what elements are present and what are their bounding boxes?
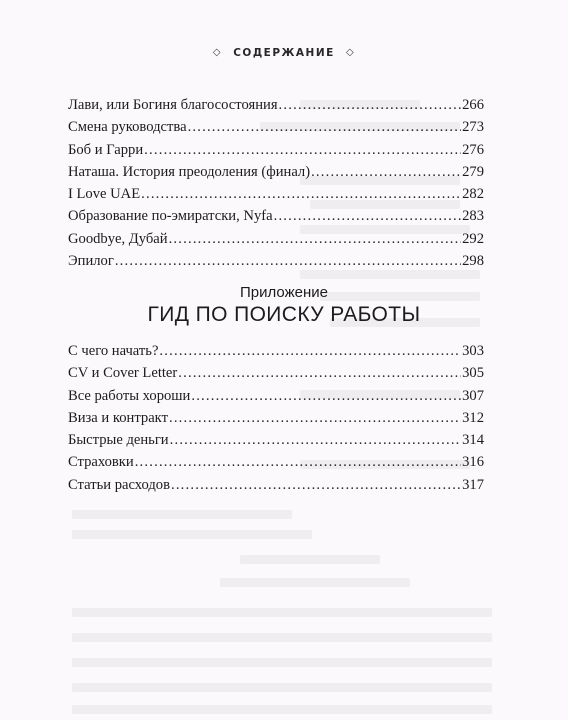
toc-entry[interactable] <box>68 407 484 429</box>
toc-entry-title: Боб и Гарри <box>68 141 144 158</box>
toc-entry[interactable] <box>68 228 484 250</box>
toc-entry[interactable] <box>68 250 484 272</box>
dot-leader <box>274 205 462 227</box>
toc-entry-page: 279 <box>462 163 484 180</box>
toc-entry[interactable] <box>68 451 484 473</box>
toc-main-list <box>68 94 484 272</box>
toc-entry[interactable] <box>68 116 484 138</box>
toc-entry-title: Образование по-эмиратски, Nyfa <box>68 208 273 225</box>
dot-leader <box>169 228 462 250</box>
appendix-label: Приложение <box>240 284 328 301</box>
toc-entry-title: Лави, или Богиня благосостояния <box>68 97 278 113</box>
toc-entry[interactable] <box>68 474 484 496</box>
toc-entry-title: Быстрые деньги <box>68 432 169 449</box>
dot-leader <box>178 362 461 384</box>
dot-leader <box>188 116 462 138</box>
diamond-ornament-right-icon: ◇ <box>345 47 356 58</box>
toc-entry-page: 305 <box>462 365 484 382</box>
toc-entry-title: Все работы хороши <box>68 387 191 404</box>
toc-entry-title: Эпилог <box>68 253 114 270</box>
toc-entry-page: 307 <box>462 387 484 404</box>
toc-entry[interactable] <box>68 340 484 362</box>
toc-entry-title: CV и Cover Letter <box>68 365 178 382</box>
toc-entry[interactable] <box>68 362 484 384</box>
toc-entry-title: I Love UAE <box>68 186 141 203</box>
toc-entry-page: 314 <box>462 432 484 449</box>
toc-entry-page: 282 <box>462 186 484 203</box>
toc-entry-title: Виза и контракт <box>68 409 168 426</box>
toc-entry-page: 276 <box>462 141 484 158</box>
toc-entry[interactable] <box>68 139 484 161</box>
toc-entry[interactable] <box>68 161 484 183</box>
toc-entry-title: С чего начать? <box>68 343 159 359</box>
dot-leader <box>279 94 462 116</box>
dot-leader <box>170 429 461 451</box>
dot-leader <box>191 385 461 407</box>
toc-appendix-list <box>68 340 484 496</box>
toc-entry-page: 292 <box>462 230 484 247</box>
toc-entry-title: Смена руководства <box>68 119 187 136</box>
toc-entry-page: 266 <box>462 97 484 113</box>
diamond-ornament-left-icon: ◇ <box>212 47 223 58</box>
dot-leader <box>311 161 461 183</box>
toc-entry-page: 273 <box>462 119 484 136</box>
dot-leader <box>144 139 461 161</box>
dot-leader <box>115 250 461 272</box>
appendix-title: ГИД ПО ПОИСКУ РАБОТЫ <box>147 303 421 326</box>
toc-entry-title: Страховки <box>68 454 134 471</box>
toc-entry-page: 283 <box>462 208 484 225</box>
toc-entry-page: 316 <box>462 454 484 471</box>
running-header <box>0 47 568 59</box>
toc-entry[interactable] <box>68 429 484 451</box>
dot-leader <box>141 183 461 205</box>
toc-entry-title: Goodbye, Дубай <box>68 230 168 247</box>
toc-entry[interactable] <box>68 205 484 227</box>
dot-leader <box>135 451 461 473</box>
dot-leader <box>171 474 461 496</box>
toc-entry-title: Статьи расходов <box>68 476 170 493</box>
toc-entry-page: 298 <box>462 253 484 270</box>
toc-entry-title: Наташа. История преодоления (финал) <box>68 163 311 180</box>
toc-entry-page: 303 <box>462 343 484 359</box>
dot-leader <box>169 407 461 429</box>
dot-leader <box>159 340 461 362</box>
header-title: СОДЕРЖАНИЕ <box>233 47 335 59</box>
toc-entry[interactable] <box>68 94 484 116</box>
toc-entry-page: 312 <box>462 409 484 426</box>
toc-entry[interactable] <box>68 385 484 407</box>
toc-entry-page: 317 <box>462 476 484 493</box>
toc-entry[interactable] <box>68 183 484 205</box>
